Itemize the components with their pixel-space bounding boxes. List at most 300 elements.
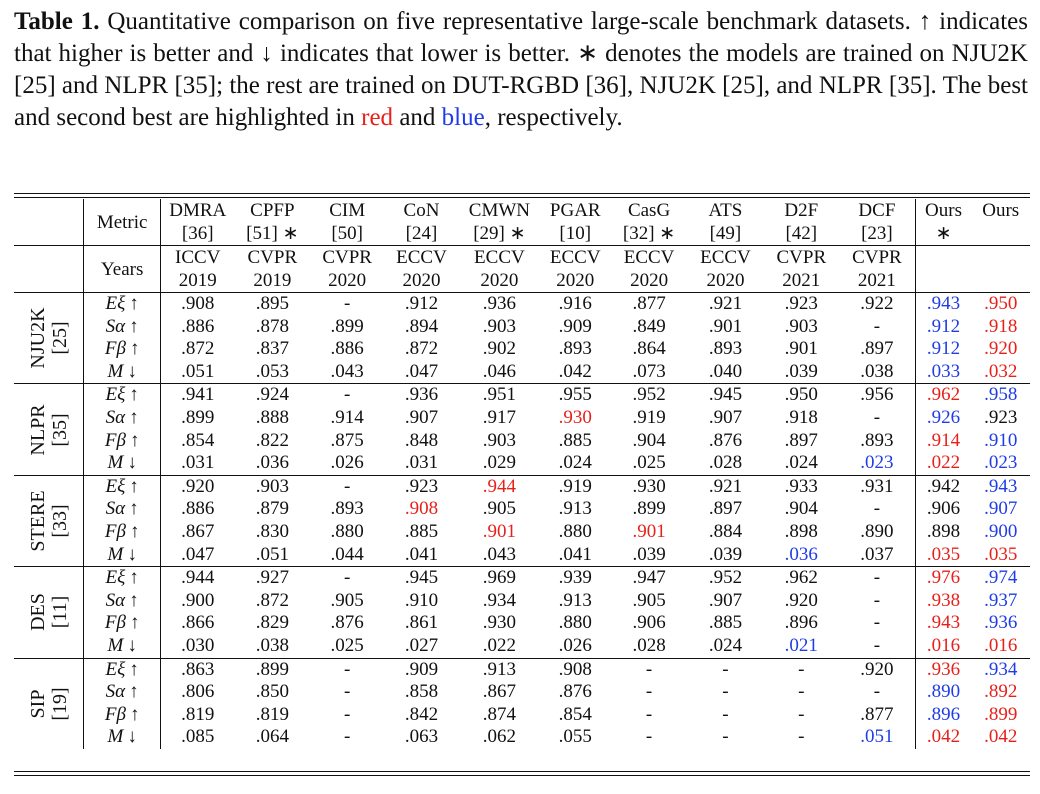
value-cell <box>459 704 540 727</box>
value: .907 <box>708 406 743 428</box>
caption-tail: , respectively. <box>484 104 623 131</box>
value-cell <box>763 430 839 453</box>
value: .026 <box>558 634 592 656</box>
method-venue: ECCV <box>396 247 447 268</box>
value: .907 <box>404 406 439 428</box>
method-venue: CVPR <box>776 247 827 268</box>
value: .951 <box>482 384 517 406</box>
value-cell <box>971 361 1030 384</box>
method-ref-cell <box>611 222 688 246</box>
value-cell <box>459 407 540 430</box>
table-row <box>14 293 1030 316</box>
value: .903 <box>784 315 818 337</box>
table-row <box>14 316 1030 339</box>
value-cell <box>310 544 384 567</box>
value-cell <box>384 704 459 727</box>
value-cell <box>384 384 459 407</box>
value: .958 <box>984 384 1018 406</box>
value-cell <box>688 452 764 475</box>
value-cell <box>540 658 611 681</box>
value: .936 <box>984 612 1018 634</box>
method-year: 2020 <box>630 270 669 291</box>
value: .877 <box>632 293 666 314</box>
metric-direction: ↓ <box>127 726 137 748</box>
method-year-cell <box>971 269 1030 293</box>
method-year-cell <box>540 269 611 293</box>
caption-text: Quantitative comparison on five representative large-scale benchmark datasets. ↑ indicates that higher is better and ↓ indicates that lower is better. ∗ denotes the models are trained on NJU2K [25] and NLPR [35]; the rest are trained on DUT-RGBD [36], NJU2K [25], and NLPR [35]. The best and second best are highlighted in <box>14 8 1028 131</box>
value: .861 <box>404 612 439 634</box>
value: .878 <box>255 315 289 337</box>
table-row <box>14 521 1030 544</box>
value: .920 <box>784 589 818 611</box>
table-row <box>14 681 1030 704</box>
value: .934 <box>482 589 517 611</box>
value: .955 <box>558 384 592 406</box>
value: .876 <box>708 429 743 451</box>
value: .947 <box>632 567 666 589</box>
value: .073 <box>632 360 666 382</box>
value: .950 <box>784 384 818 406</box>
value: .830 <box>255 520 289 542</box>
value-cell <box>459 726 540 749</box>
value: .016 <box>984 634 1018 656</box>
value-cell <box>540 293 611 316</box>
method-year-cell <box>161 269 235 293</box>
metric-cell <box>84 361 161 384</box>
metric-direction: ↓ <box>127 543 137 565</box>
value: .927 <box>255 567 289 589</box>
value-cell <box>971 544 1030 567</box>
metric-direction: ↑ <box>129 703 140 725</box>
value-cell <box>915 567 971 590</box>
value: .912 <box>926 338 961 360</box>
value: .886 <box>330 338 364 360</box>
value-cell <box>763 475 839 498</box>
value-cell <box>161 475 235 498</box>
table-body <box>14 199 1030 749</box>
value-cell <box>915 452 971 475</box>
method-ref: [32] ∗ <box>622 223 676 244</box>
value: .042 <box>984 726 1018 748</box>
value: .047 <box>181 543 215 565</box>
table-row <box>14 704 1030 727</box>
method-venue-cell <box>459 246 540 270</box>
value: - <box>798 658 805 680</box>
value: .923 <box>404 475 439 497</box>
metric-cell <box>84 658 161 681</box>
metric-name: Sα <box>105 681 126 703</box>
value-cell <box>971 498 1030 521</box>
results-table <box>14 199 1030 749</box>
value-cell <box>161 658 235 681</box>
value: .917 <box>482 406 517 428</box>
value: - <box>344 726 351 748</box>
value-cell <box>611 361 688 384</box>
value: .867 <box>181 520 215 542</box>
value-cell <box>310 681 384 704</box>
dataset-name: NLPR <box>26 404 49 456</box>
value-cell <box>161 384 235 407</box>
value: - <box>344 681 351 703</box>
value-cell <box>971 452 1030 475</box>
header-row <box>14 199 1030 222</box>
value: .041 <box>404 543 439 565</box>
value: .886 <box>181 498 215 520</box>
bottom-rule-2 <box>14 775 1030 776</box>
metric-cell <box>84 704 161 727</box>
metric-name: Eξ <box>105 475 126 497</box>
value: - <box>798 681 805 703</box>
value-cell <box>763 407 839 430</box>
value: .921 <box>708 475 743 497</box>
value-cell <box>971 430 1030 453</box>
value-cell <box>459 475 540 498</box>
value-cell <box>915 681 971 704</box>
value-cell <box>763 338 839 361</box>
value-cell <box>763 726 839 749</box>
value: .848 <box>404 429 439 451</box>
metric-name: Sα <box>105 498 126 520</box>
table-row <box>14 384 1030 407</box>
value: .909 <box>558 315 592 337</box>
metric-name: Sα <box>105 315 126 337</box>
method-year: 2019 <box>253 270 292 291</box>
value: .944 <box>482 475 517 497</box>
value: - <box>344 384 351 406</box>
value-cell <box>161 498 235 521</box>
table-row <box>14 590 1030 613</box>
metric-name: Eξ <box>105 293 126 314</box>
value-cell <box>839 635 915 658</box>
value-cell <box>915 521 971 544</box>
value-cell <box>384 590 459 613</box>
value-cell <box>763 544 839 567</box>
value-cell <box>540 726 611 749</box>
method-venue: ECCV <box>700 247 751 268</box>
method-year: 2019 <box>178 270 217 291</box>
value-cell <box>971 293 1030 316</box>
header-blank-cell <box>14 246 84 293</box>
method-name-cell <box>540 199 611 222</box>
value-cell <box>540 430 611 453</box>
value: .952 <box>632 384 666 406</box>
value-cell <box>688 361 764 384</box>
value: .021 <box>784 634 818 656</box>
dataset-label <box>27 308 71 369</box>
value-cell <box>971 635 1030 658</box>
value-cell <box>688 338 764 361</box>
metric-cell <box>84 567 161 590</box>
value: .899 <box>632 498 666 520</box>
value: .849 <box>632 315 666 337</box>
metric-direction: ↑ <box>129 612 140 634</box>
value: .931 <box>860 475 894 497</box>
value-cell <box>611 498 688 521</box>
value-cell <box>459 452 540 475</box>
metric-name: Eξ <box>105 658 126 680</box>
method-venue-cell <box>839 246 915 270</box>
value-cell <box>611 475 688 498</box>
value-cell <box>310 635 384 658</box>
value: .829 <box>255 612 289 634</box>
value: .920 <box>984 338 1018 360</box>
value: .031 <box>181 452 215 474</box>
value: .038 <box>860 360 894 382</box>
value-cell <box>161 452 235 475</box>
metric-direction: ↑ <box>129 498 139 520</box>
value: .880 <box>558 520 592 542</box>
value: .900 <box>181 589 215 611</box>
value: .899 <box>984 703 1018 725</box>
value: .037 <box>860 543 894 565</box>
method-venue-cell <box>971 246 1030 270</box>
method-name: CIM <box>329 200 366 221</box>
metric-direction: ↑ <box>129 293 139 314</box>
value-cell <box>763 590 839 613</box>
value-cell <box>971 658 1030 681</box>
value-cell <box>915 384 971 407</box>
value: .819 <box>255 703 289 725</box>
value: .907 <box>708 589 743 611</box>
table-row <box>14 544 1030 567</box>
value-cell <box>384 658 459 681</box>
metric-cell <box>84 635 161 658</box>
value-cell <box>459 544 540 567</box>
value: .085 <box>181 726 215 748</box>
value: .885 <box>708 612 743 634</box>
value: .866 <box>181 612 215 634</box>
method-name: DCF <box>858 200 896 221</box>
value-cell <box>310 567 384 590</box>
value-cell <box>540 681 611 704</box>
value: .874 <box>482 703 517 725</box>
value: .893 <box>860 429 894 451</box>
value: .942 <box>926 475 961 497</box>
value: .897 <box>784 429 818 451</box>
dataset-label-cell <box>14 658 84 749</box>
value: .901 <box>482 520 517 542</box>
value-cell <box>611 726 688 749</box>
value-cell <box>384 293 459 316</box>
value: - <box>344 658 351 680</box>
method-year-cell <box>310 269 384 293</box>
method-year: 2020 <box>402 270 441 291</box>
caption-red-word: red <box>361 104 394 131</box>
table-row <box>14 430 1030 453</box>
value: .897 <box>860 338 894 360</box>
table-row <box>14 658 1030 681</box>
value-cell <box>915 590 971 613</box>
table-row <box>14 498 1030 521</box>
value: .924 <box>255 384 289 406</box>
value-cell <box>540 567 611 590</box>
value: .875 <box>330 429 364 451</box>
method-name-cell <box>971 199 1030 222</box>
method-name: Ours <box>925 200 962 221</box>
value-cell <box>540 612 611 635</box>
value: .894 <box>404 315 439 337</box>
value: .920 <box>860 658 894 680</box>
value-cell <box>971 590 1030 613</box>
value: .945 <box>404 567 439 589</box>
header-label-cell <box>84 246 161 293</box>
value-cell <box>611 293 688 316</box>
method-year: 2020 <box>556 270 595 291</box>
top-rule-2 <box>14 197 1030 198</box>
value-cell <box>310 726 384 749</box>
value-cell <box>971 384 1030 407</box>
method-ref: [10] <box>559 223 592 244</box>
header-row <box>14 246 1030 270</box>
dataset-name: STERE <box>26 490 49 552</box>
value-cell <box>161 567 235 590</box>
metric-cell <box>84 316 161 339</box>
value-cell <box>839 612 915 635</box>
value-cell <box>310 338 384 361</box>
value-cell <box>763 316 839 339</box>
value-cell <box>161 430 235 453</box>
value: - <box>645 726 653 748</box>
value: .024 <box>708 634 743 656</box>
method-name-cell <box>763 199 839 222</box>
value: .908 <box>558 658 592 680</box>
method-year: 2020 <box>480 270 519 291</box>
header-blank-cell <box>14 199 84 246</box>
value-cell <box>971 681 1030 704</box>
dataset-label <box>27 687 71 720</box>
method-venue: CVPR <box>247 247 298 268</box>
value: .943 <box>984 475 1018 497</box>
value: .053 <box>255 360 289 382</box>
value-cell <box>384 475 459 498</box>
value: .930 <box>482 612 517 634</box>
value-cell <box>915 316 971 339</box>
metric-name: Sα <box>105 589 126 611</box>
value-cell <box>839 452 915 475</box>
value: .028 <box>632 634 666 656</box>
value: .950 <box>984 293 1018 314</box>
method-name-cell <box>310 199 384 222</box>
value-cell <box>915 704 971 727</box>
value-cell <box>611 452 688 475</box>
dataset-name: SIP <box>26 689 49 719</box>
value-cell <box>234 704 310 727</box>
value: .822 <box>255 429 289 451</box>
dataset-label-cell <box>14 293 84 384</box>
value-cell <box>915 361 971 384</box>
value: .909 <box>404 658 439 680</box>
value-cell <box>161 612 235 635</box>
value: - <box>344 567 351 589</box>
metric-label: Metric <box>96 211 148 233</box>
value-cell <box>611 407 688 430</box>
value-cell <box>161 544 235 567</box>
value-cell <box>611 384 688 407</box>
value: .898 <box>784 520 818 542</box>
method-venue: CVPR <box>852 247 902 268</box>
value: .893 <box>558 338 592 360</box>
value-cell <box>611 567 688 590</box>
value: - <box>873 634 881 656</box>
value-cell <box>839 681 915 704</box>
value-cell <box>234 430 310 453</box>
value: .886 <box>181 315 215 337</box>
value-cell <box>688 475 764 498</box>
value: .905 <box>632 589 666 611</box>
value: .914 <box>330 406 364 428</box>
value-cell <box>540 704 611 727</box>
value-cell <box>310 293 384 316</box>
value: .893 <box>708 338 743 360</box>
value: .908 <box>181 293 215 314</box>
value-cell <box>540 361 611 384</box>
value-cell <box>688 293 764 316</box>
value: .913 <box>558 498 592 520</box>
value: .016 <box>926 634 961 656</box>
value: .919 <box>632 406 666 428</box>
value-cell <box>310 361 384 384</box>
value-cell <box>384 361 459 384</box>
value: - <box>873 567 881 589</box>
value: .877 <box>860 703 894 725</box>
method-ref: [29] ∗ <box>473 223 526 244</box>
value-cell <box>540 498 611 521</box>
value-cell <box>839 384 915 407</box>
value: .858 <box>404 681 439 703</box>
method-venue-cell <box>161 246 235 270</box>
value: - <box>722 726 729 748</box>
value: .910 <box>404 589 439 611</box>
table-row <box>14 726 1030 749</box>
value: .893 <box>330 498 364 520</box>
value: .064 <box>255 726 289 748</box>
value: .029 <box>482 452 517 474</box>
value: .916 <box>558 293 592 314</box>
value-cell <box>234 635 310 658</box>
method-name-cell <box>915 199 971 222</box>
value: .039 <box>708 543 743 565</box>
method-ref: [36] <box>181 223 214 244</box>
value-cell <box>234 590 310 613</box>
value: .944 <box>181 567 215 589</box>
value: .899 <box>255 658 289 680</box>
value-cell <box>161 338 235 361</box>
value-cell <box>839 475 915 498</box>
value-cell <box>234 567 310 590</box>
metric-name: Fβ <box>104 520 126 542</box>
metric-direction: ↑ <box>129 338 140 360</box>
caption-label: Table 1. <box>14 8 100 35</box>
value-cell <box>688 726 764 749</box>
method-name: Ours <box>982 200 1020 221</box>
value: - <box>344 475 351 497</box>
value-cell <box>540 635 611 658</box>
value: .923 <box>984 406 1018 428</box>
value: .912 <box>404 293 439 314</box>
value: .898 <box>926 520 961 542</box>
metric-name: Fβ <box>104 429 126 451</box>
value: .945 <box>708 384 743 406</box>
value-cell <box>839 658 915 681</box>
metric-direction: ↑ <box>129 475 139 497</box>
value: .922 <box>860 293 894 314</box>
metric-cell <box>84 338 161 361</box>
metric-cell <box>84 726 161 749</box>
value-cell <box>161 681 235 704</box>
value: .897 <box>708 498 743 520</box>
method-year: 2021 <box>782 270 821 291</box>
value-cell <box>459 590 540 613</box>
